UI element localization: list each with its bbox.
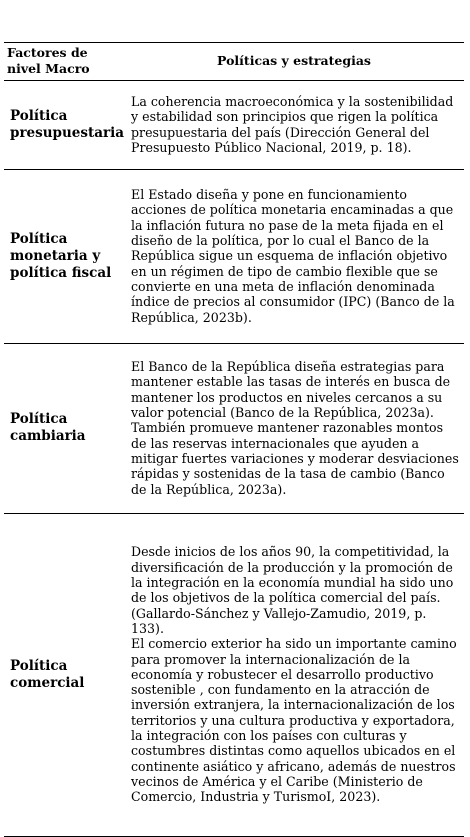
- table-row: [4, 514, 464, 837]
- description-paragraph: También promueve mantener razonables montos de las reservas internacionales que ayuden a mitigar fuertes variaciones y moderar desviaciones rápidas y sostenidas de la tasa de cambio (Banco de la República, 2023a).: [131, 420, 459, 497]
- policy-table: [4, 42, 464, 837]
- factor-cell: Política cambiaria: [4, 344, 124, 514]
- description-cell: [124, 514, 464, 837]
- description-paragraph: El comercio exterior ha sido un importante camino para promover la internacionalización de la economía y robustecer el desarrollo productivo sostenible , con fundamento en la atracción de inversión extranjera, la internacionalización de los territorios y una cultura productiva y exportadora, la integración con los países con culturas y costumbres distintas como aquellos ubicados en el continente asiático y africano, además de nuestros vecinos de América y el Caribe (Ministerio de Comercio, Industria y TurismoI, 2023).: [131, 636, 457, 805]
- factor-cell: Política monetaria y política fiscal: [4, 170, 124, 344]
- table-header-row: [4, 43, 464, 81]
- description-cell: [124, 81, 464, 170]
- header-factor: Factores de nivel Macro: [4, 43, 124, 81]
- header-policy: Políticas y estrategias: [124, 43, 464, 81]
- table-row: [4, 81, 464, 170]
- description-cell: [124, 170, 464, 344]
- description-paragraph: El Estado diseña y pone en funcionamiento acciones de política monetaria encaminadas a que la inflación futura no pase de la meta fijada en el diseño de la política, por lo cual el Banco de la República sigue un esquema de inflación objetivo en un régimen de tipo de cambio flexible que se convierte en una meta de inflación denominada índice de precios al consumidor (IPC) (Banco de la República, 2023b).: [131, 187, 455, 325]
- description-cell: [124, 344, 464, 514]
- factor-cell: Política comercial: [4, 514, 124, 837]
- document-page: [4, 42, 464, 837]
- table-row: [4, 344, 464, 514]
- table-row: [4, 170, 464, 344]
- description-paragraph: El Banco de la República diseña estrategias para mantener estable las tasas de interés en busca de mantener los productos en niveles cercanos a su valor potencial (Banco de la República, 2023a).: [131, 359, 451, 421]
- factor-cell: Política presupuestaria: [4, 81, 124, 170]
- description-paragraph: Desde inicios de los años 90, la competitividad, la diversificación de la producción y la promoción de la integración en la economía mundial ha sido uno de los objetivos de la política comercial del país. (Gallardo-Sánchez y Vallejo-Zamudio, 2019, p. 133).: [131, 544, 454, 636]
- description-paragraph: La coherencia macroeconómica y la sostenibilidad y estabilidad son principios que rigen la política presupuestaria del país (Dirección General del Presupuesto Público Nacional, 2019, p. 18).: [131, 93, 454, 155]
